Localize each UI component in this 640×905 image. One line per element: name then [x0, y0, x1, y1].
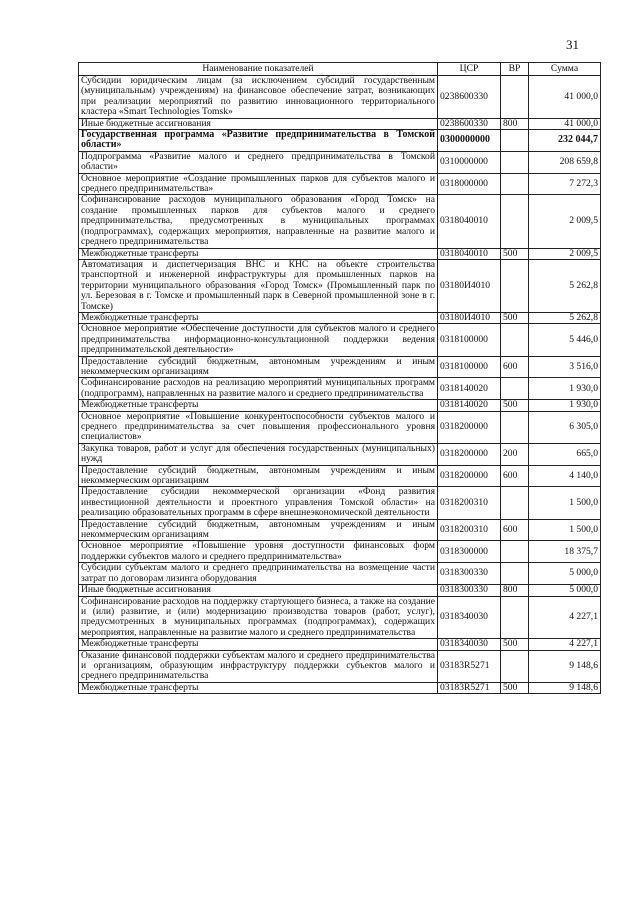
column-header-name: Наименование показателей	[79, 63, 438, 76]
cell-name: Межбюджетные трансферты	[79, 682, 438, 693]
cell-sum: 3 516,0	[529, 356, 601, 378]
cell-sum: 7 272,3	[529, 173, 601, 195]
cell-csr: 03180И4010	[438, 259, 501, 312]
cell-sum: 2 009,5	[529, 248, 601, 259]
cell-name: Софинансирование расходов муниципального образования «Город Томск» на создание промышленных парков для субъектов малого и среднего предпринимательства, предусмотренных в муниципальных программах (подпрограммах), содержащих мероприятия, направленные на развитие малого и среднего предпринимательства	[79, 195, 438, 248]
cell-vr	[501, 487, 529, 519]
cell-vr: 600	[501, 356, 529, 378]
cell-vr	[501, 259, 529, 312]
cell-csr: 0318200000	[438, 443, 501, 465]
table-row	[79, 541, 601, 563]
cell-csr: 03180И4010	[438, 312, 501, 323]
table-header-row	[79, 63, 601, 76]
cell-csr: 0318040010	[438, 195, 501, 248]
table-row	[79, 682, 601, 693]
cell-vr	[501, 650, 529, 682]
table-row	[79, 596, 601, 639]
cell-vr	[501, 596, 529, 639]
column-header-csr: ЦСР	[438, 63, 501, 76]
cell-vr	[501, 563, 529, 585]
cell-csr: 0238600330	[438, 76, 501, 119]
cell-csr: 03183R5271	[438, 650, 501, 682]
table-row	[79, 248, 601, 259]
table-row	[79, 118, 601, 129]
cell-name: Иные бюджетные ассигнования	[79, 118, 438, 129]
cell-name: Подпрограмма «Развитие малого и среднего предпринимательства в Томской области»	[79, 151, 438, 173]
cell-sum: 5 262,8	[529, 312, 601, 323]
cell-csr: 0318300000	[438, 541, 501, 563]
cell-sum: 9 148,6	[529, 650, 601, 682]
cell-sum: 1 930,0	[529, 378, 601, 400]
cell-sum: 1 930,0	[529, 400, 601, 411]
cell-vr: 500	[501, 248, 529, 259]
cell-vr: 500	[501, 400, 529, 411]
cell-vr	[501, 378, 529, 400]
table-row	[79, 411, 601, 443]
cell-csr: 0318000000	[438, 173, 501, 195]
cell-name: Предоставление субсидий бюджетным, автономным учреждениям и иным некоммерческим организациям	[79, 356, 438, 378]
cell-name: Автоматизация и диспетчеризация ВНС и КНС на объекте строительства транспортной и инженерной инфраструктуры для промышленных парков на территории муниципального образования «Город Томск» (Промышленный парк по ул. Березовая в г. Томске и промышленный парк в Северной промышленной зоне в г. Томске)	[79, 259, 438, 312]
column-header-sum: Сумма	[529, 63, 601, 76]
cell-vr: 500	[501, 682, 529, 693]
cell-sum: 5 000,0	[529, 563, 601, 585]
cell-sum: 5 000,0	[529, 585, 601, 596]
cell-name: Основное мероприятие «Создание промышленных парков для субъектов малого и среднего предпринимательства»	[79, 173, 438, 195]
cell-csr: 03183R5271	[438, 682, 501, 693]
cell-vr: 500	[501, 639, 529, 650]
cell-name: Основное мероприятие «Повышение конкурентоспособности субъектов малого и среднего предпринимательства за счет повышения профессионального уровня специалистов»	[79, 411, 438, 443]
cell-name: Софинансирование расходов на реализацию мероприятий муниципальных программ (подпрограмм), направленных на развитие малого и среднего предпринимательства	[79, 378, 438, 400]
cell-name: Закупка товаров, работ и услуг для обеспечения государственных (муниципальных) нужд	[79, 443, 438, 465]
cell-csr: 0318340030	[438, 596, 501, 639]
cell-sum: 5 446,0	[529, 324, 601, 356]
cell-csr: 0318140020	[438, 378, 501, 400]
cell-sum: 4 227,1	[529, 639, 601, 650]
table-row	[79, 130, 601, 152]
cell-sum: 208 659,8	[529, 151, 601, 173]
cell-csr: 0300000000	[438, 130, 501, 152]
cell-sum: 1 500,0	[529, 519, 601, 541]
table-row	[79, 585, 601, 596]
cell-vr	[501, 411, 529, 443]
cell-csr: 0318300330	[438, 563, 501, 585]
cell-name: Основное мероприятие «Повышение уровня доступности финансовых форм поддержки субъектов малого и среднего предпринимательства»	[79, 541, 438, 563]
table-row	[79, 650, 601, 682]
cell-sum: 5 262,8	[529, 259, 601, 312]
table-row	[79, 151, 601, 173]
table-row	[79, 465, 601, 487]
cell-name: Субсидии юридическим лицам (за исключением субсидий государственным (муниципальным) учреждениям) на финансовое обеспечение затрат, возникающих при реализации мероприятий по развитию инновационного территориального кластера «Smart Technologies Tomsk»	[79, 76, 438, 119]
cell-sum: 232 044,7	[529, 130, 601, 152]
table-row	[79, 324, 601, 356]
cell-name: Оказание финансовой поддержки субъектам малого и среднего предпринимательства и организациям, образующим инфраструктуру поддержки субъектов малого и среднего предпринимательства	[79, 650, 438, 682]
cell-vr	[501, 195, 529, 248]
cell-vr: 600	[501, 465, 529, 487]
cell-csr: 0318200310	[438, 487, 501, 519]
cell-sum: 2 009,5	[529, 195, 601, 248]
cell-sum: 41 000,0	[529, 118, 601, 129]
page-number: 31	[566, 37, 579, 52]
cell-csr: 0238600330	[438, 118, 501, 129]
table-row	[79, 195, 601, 248]
table-row	[79, 487, 601, 519]
cell-sum: 6 305,0	[529, 411, 601, 443]
cell-vr: 800	[501, 118, 529, 129]
cell-vr	[501, 324, 529, 356]
cell-vr	[501, 541, 529, 563]
cell-vr: 200	[501, 443, 529, 465]
cell-name: Иные бюджетные ассигнования	[79, 585, 438, 596]
cell-vr	[501, 151, 529, 173]
cell-name: Межбюджетные трансферты	[79, 400, 438, 411]
table-row	[79, 400, 601, 411]
table-row	[79, 378, 601, 400]
cell-name: Межбюджетные трансферты	[79, 312, 438, 323]
cell-sum: 1 500,0	[529, 487, 601, 519]
cell-csr: 0318200310	[438, 519, 501, 541]
table-row	[79, 519, 601, 541]
cell-name: Субсидии субъектам малого и среднего предпринимательства на возмещение части затрат по договорам лизинга оборудования	[79, 563, 438, 585]
cell-vr: 600	[501, 519, 529, 541]
cell-vr	[501, 130, 529, 152]
column-header-vr: ВР	[501, 63, 529, 76]
cell-name: Софинансирование расходов на поддержку стартующего бизнеса, а также на создание и (или) развитие, и (или) модернизацию производства товаров (работ, услуг), предусмотренных в муниципальных программах (подпрограммах), содержащих мероприятия, направленные на развитие малого и среднего предпринимательства	[79, 596, 438, 639]
table-row	[79, 173, 601, 195]
cell-sum: 4 140,0	[529, 465, 601, 487]
cell-csr: 0318340030	[438, 639, 501, 650]
cell-name: Межбюджетные трансферты	[79, 248, 438, 259]
table-row	[79, 639, 601, 650]
budget-table	[78, 62, 601, 694]
cell-sum: 4 227,1	[529, 596, 601, 639]
cell-csr: 0318140020	[438, 400, 501, 411]
cell-name: Предоставление субсидий бюджетным, автономным учреждениям и иным некоммерческим организациям	[79, 465, 438, 487]
cell-name: Основное мероприятие «Обеспечение доступности для субъектов малого и среднего предпринимательства информационно-консультационной поддержки ведения предпринимательской деятельности»	[79, 324, 438, 356]
cell-csr: 0318200000	[438, 465, 501, 487]
cell-name: Предоставление субсидий бюджетным, автономным учреждениям и иным некоммерческим организациям	[79, 519, 438, 541]
cell-name: Предоставление субсидии некоммерческой организации «Фонд развития инвестиционной деятельности и проектного управления Томской области» на реализацию образовательных программ в сфере внешнеэкономической деятельности	[79, 487, 438, 519]
cell-csr: 0318040010	[438, 248, 501, 259]
cell-sum: 665,0	[529, 443, 601, 465]
cell-vr	[501, 173, 529, 195]
cell-name: Государственная программа «Развитие предпринимательства в Томской области»	[79, 130, 438, 152]
table-row	[79, 563, 601, 585]
cell-csr: 0310000000	[438, 151, 501, 173]
table-row	[79, 76, 601, 119]
cell-sum: 41 000,0	[529, 76, 601, 119]
table-row	[79, 312, 601, 323]
cell-sum: 9 148,6	[529, 682, 601, 693]
table-row	[79, 259, 601, 312]
cell-vr: 800	[501, 585, 529, 596]
table-body	[79, 76, 601, 694]
table-row	[79, 443, 601, 465]
cell-csr: 0318300330	[438, 585, 501, 596]
cell-csr: 0318200000	[438, 411, 501, 443]
cell-csr: 0318100000	[438, 356, 501, 378]
cell-vr: 500	[501, 312, 529, 323]
table-row	[79, 356, 601, 378]
cell-vr	[501, 76, 529, 119]
cell-name: Межбюджетные трансферты	[79, 639, 438, 650]
cell-csr: 0318100000	[438, 324, 501, 356]
cell-sum: 18 375,7	[529, 541, 601, 563]
